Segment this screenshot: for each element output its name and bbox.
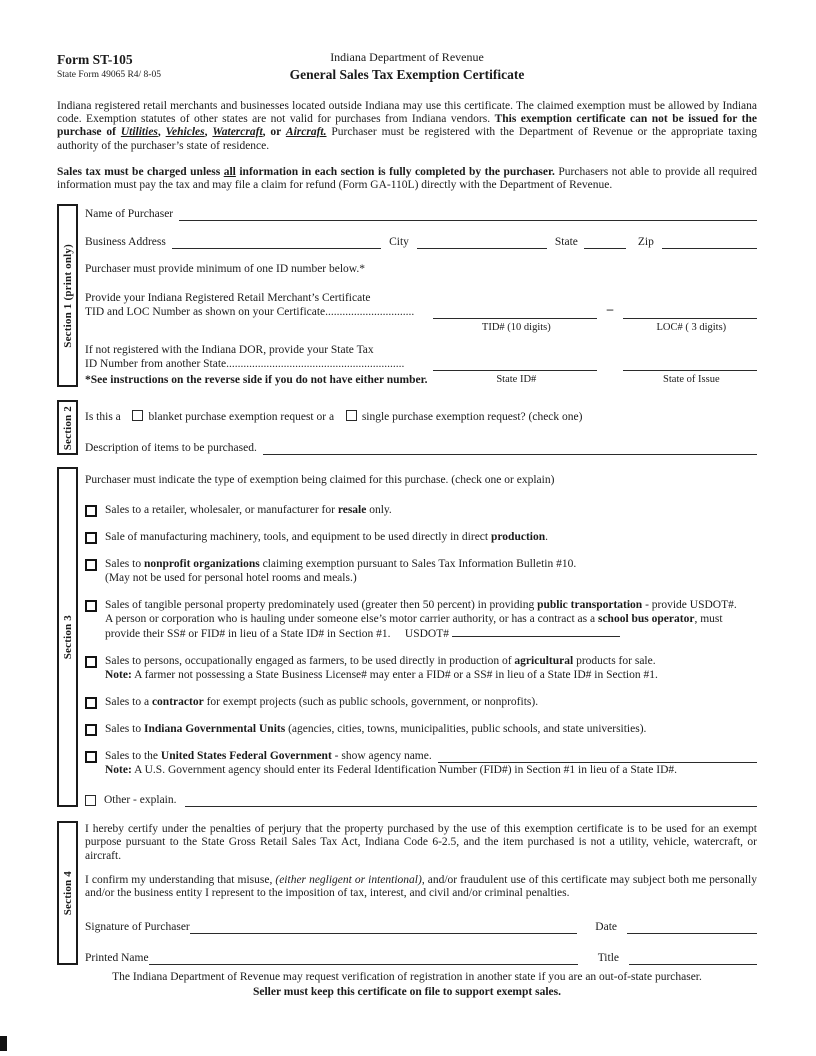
other-explain-field[interactable] [185,803,758,807]
exemption-item-nonprofit: Sales to nonprofit organizations claiming exemption pursuant to Sales Tax Information Bulletin #10. (May not be used for personal hotel rooms and meals.) [85,557,757,585]
other-checkbox[interactable] [85,795,96,806]
section-3-label-box [57,467,78,807]
city-label: City [389,236,409,249]
purchase-type-question: Is this a blanket purchase exemption request or a single purchase exemption request? (check one) [85,411,583,424]
governmental-units-checkbox[interactable] [85,724,97,736]
form-header [57,50,757,92]
state-tax-instruction-line1: If not registered with the Indiana DOR, provide your State Tax [85,344,374,357]
intro-utilities: Utilities [120,126,158,139]
tid-instruction-line2: TID and LOC Number as shown on your Certificate............................... [85,306,415,319]
printed-name-label: Printed Name [85,952,149,965]
signature-field[interactable] [190,930,578,934]
business-address-field[interactable] [172,245,381,249]
department-name: Indiana Department of Revenue [330,50,484,64]
state-field[interactable] [584,245,626,249]
description-label: Description of items to be purchased. [85,442,257,455]
form-footer [57,970,757,999]
printed-name-field[interactable] [149,961,578,965]
tid-caption: TID# (10 digits) [481,322,551,334]
intro-watercraft: Watercraft [212,126,263,139]
see-instructions-note: *See instructions on the reverse side if you do not have either number. [85,374,428,387]
form-number: Form ST-105 [57,52,133,67]
scan-artifact [0,1036,7,1051]
tid-field[interactable] [433,315,597,319]
section-3-label: Section 3 [61,615,74,660]
section-4 [57,821,757,965]
resale-checkbox[interactable] [85,505,97,517]
intro-paragraph: Indiana registered retail merchants and businesses located outside Indiana may use this certificate. The claimed exemption must be allowed by Indiana code. Exemption statutes of other states are not valid for purchases from Indiana vendors. This exemption certificate can not be issued for the purchase of Utilities, Vehicles, Watercraft, or Aircraft. Purchaser must be registered with the Department of Revenue or the appropriate taxing authority of the purchaser’s state of residence. [57,100,758,152]
title-field[interactable] [629,961,757,965]
certify-statement: I hereby certify under the penalties of perjury that the property purchased by the use of this exemption certificate is to be used for an exempt purpose pursuant to the State Gross Retail Sales Tax Act, Indiana Code 6-2.5, and the item purchased is not a utility, vehicle, watercraft, or aircraft. [85,823,757,862]
loc-caption: LOC# ( 3 digits) [656,322,727,334]
section-1-label-box [57,204,78,387]
nonprofit-checkbox[interactable] [85,559,97,571]
intro-vehicles: Vehicles [165,126,205,139]
section-1 [57,204,757,387]
date-field[interactable] [627,930,757,934]
city-field[interactable] [417,245,547,249]
exemption-item-production: Sale of manufacturing machinery, tools, and equipment to be used directly in direct production. [85,530,757,544]
intro-aircraft: Aircraft. [285,126,327,139]
section-4-label-box [57,821,78,965]
business-address-label: Business Address [85,236,166,249]
form-title: General Sales Tax Exemption Certificate [289,67,525,82]
zip-field[interactable] [662,245,757,249]
name-of-purchaser-label: Name of Purchaser [85,208,174,221]
production-checkbox[interactable] [85,532,97,544]
blanket-purchase-checkbox[interactable] [132,410,143,421]
state-tax-instruction-line2: ID Number from another State.............................................................. [85,358,405,371]
signature-label: Signature of Purchaser [85,921,190,934]
exemption-type-instruction: Purchaser must indicate the type of exemption being claimed for this purchase. (check one or explain) [85,474,555,487]
sales-tax-notice: Sales tax must be charged unless all information in each section is fully completed by the purchaser. Purchasers not able to provide all required information must pay the tax and may file a claim for refund (Form GA-110L) directly with the Department of Revenue. [57,165,757,192]
exemption-item-federal-government: Sales to the United States Federal Government - show agency name. Note: A U.S. Government agency should enter its Federal Identification Number (FID#) in Section #1 in lieu of a State ID#. [85,749,757,777]
exemption-item-public-transportation: Sales of tangible personal property predominately used (greater then 50 percent) in providing public transportation - provide USDOT#. A person or corporation who is hauling under someone else’s motor carrier authority, or has a contract as a school bus operator, must provide their SS# or FID# in lieu of a State ID# in Section #1. USDOT# [85,598,757,641]
state-of-issue-caption: State of Issue [663,374,720,386]
intro-text: Indiana registered retail merchants and businesses located outside Indiana may use this certificate. The claimed exemption must be allowed by Indiana code. Exemption statutes of other states are not valid for purchases from Indiana vendors. [57,100,757,126]
section-2-label-box [57,400,78,455]
state-id-field[interactable] [433,367,597,371]
title-label: Title [597,952,619,965]
exemption-item-resale: Sales to a retailer, wholesaler, or manufacturer for resale only. [85,503,757,517]
confirm-statement: I confirm my understanding that misuse, (either negligent or intentional), and/or fraudulent use of this certificate may subject both me personally and/or the business entity I represent to the imposition of tax, interest, and civil and/or criminal penalties. [85,873,757,900]
footer-verification-note: The Indiana Department of Revenue may request verification of registration in another state if you are an out-of-state purchaser. [112,971,702,984]
intro-bold: This exemption certificate can not be issued for the purchase of [57,113,757,139]
exemption-item-other: Other - explain. [85,793,757,807]
single-purchase-checkbox[interactable] [346,410,357,421]
section-2-label: Section 2 [61,405,74,450]
state-id-caption: State ID# [496,374,537,386]
date-label: Date [595,921,617,934]
zip-label: Zip [637,236,654,249]
state-of-issue-field[interactable] [623,367,757,371]
section-3 [57,467,757,807]
exemption-item-agricultural: Sales to persons, occupationally engaged as farmers, to be used directly in production of agricultural products for sale. Note: A farmer not possessing a State Business License# may enter a FID# or a SS# in lieu of a State ID# in Section #1. [85,654,757,682]
usdot-field[interactable] [452,626,620,637]
exemption-item-contractor: Sales to a contractor for exempt projects (such as public schools, government, or nonprofits). [85,695,757,709]
state-form-number: State Form 49065 R4/ 8-05 [57,70,161,80]
agricultural-checkbox[interactable] [85,656,97,668]
description-field[interactable] [263,451,757,455]
minimum-id-note: Purchaser must provide minimum of one ID number below.* [85,263,365,276]
exemption-item-governmental-units: Sales to Indiana Governmental Units (agencies, cities, towns, municipalities, public schools, and state universities). [85,722,757,736]
public-transportation-checkbox[interactable] [85,600,97,612]
tid-instruction-line1: Provide your Indiana Registered Retail Merchant’s Certificate [85,292,371,305]
federal-government-checkbox[interactable] [85,751,97,763]
loc-field[interactable] [623,315,757,319]
section-1-label: Section 1 (print only) [61,243,74,348]
name-of-purchaser-field[interactable] [179,217,757,221]
state-label: State [554,236,578,249]
contractor-checkbox[interactable] [85,697,97,709]
tid-loc-dash: – [606,301,614,317]
section-4-label: Section 4 [61,871,74,916]
footer-seller-note: Seller must keep this certificate on file to support exempt sales. [252,985,561,998]
section-2 [57,400,757,455]
